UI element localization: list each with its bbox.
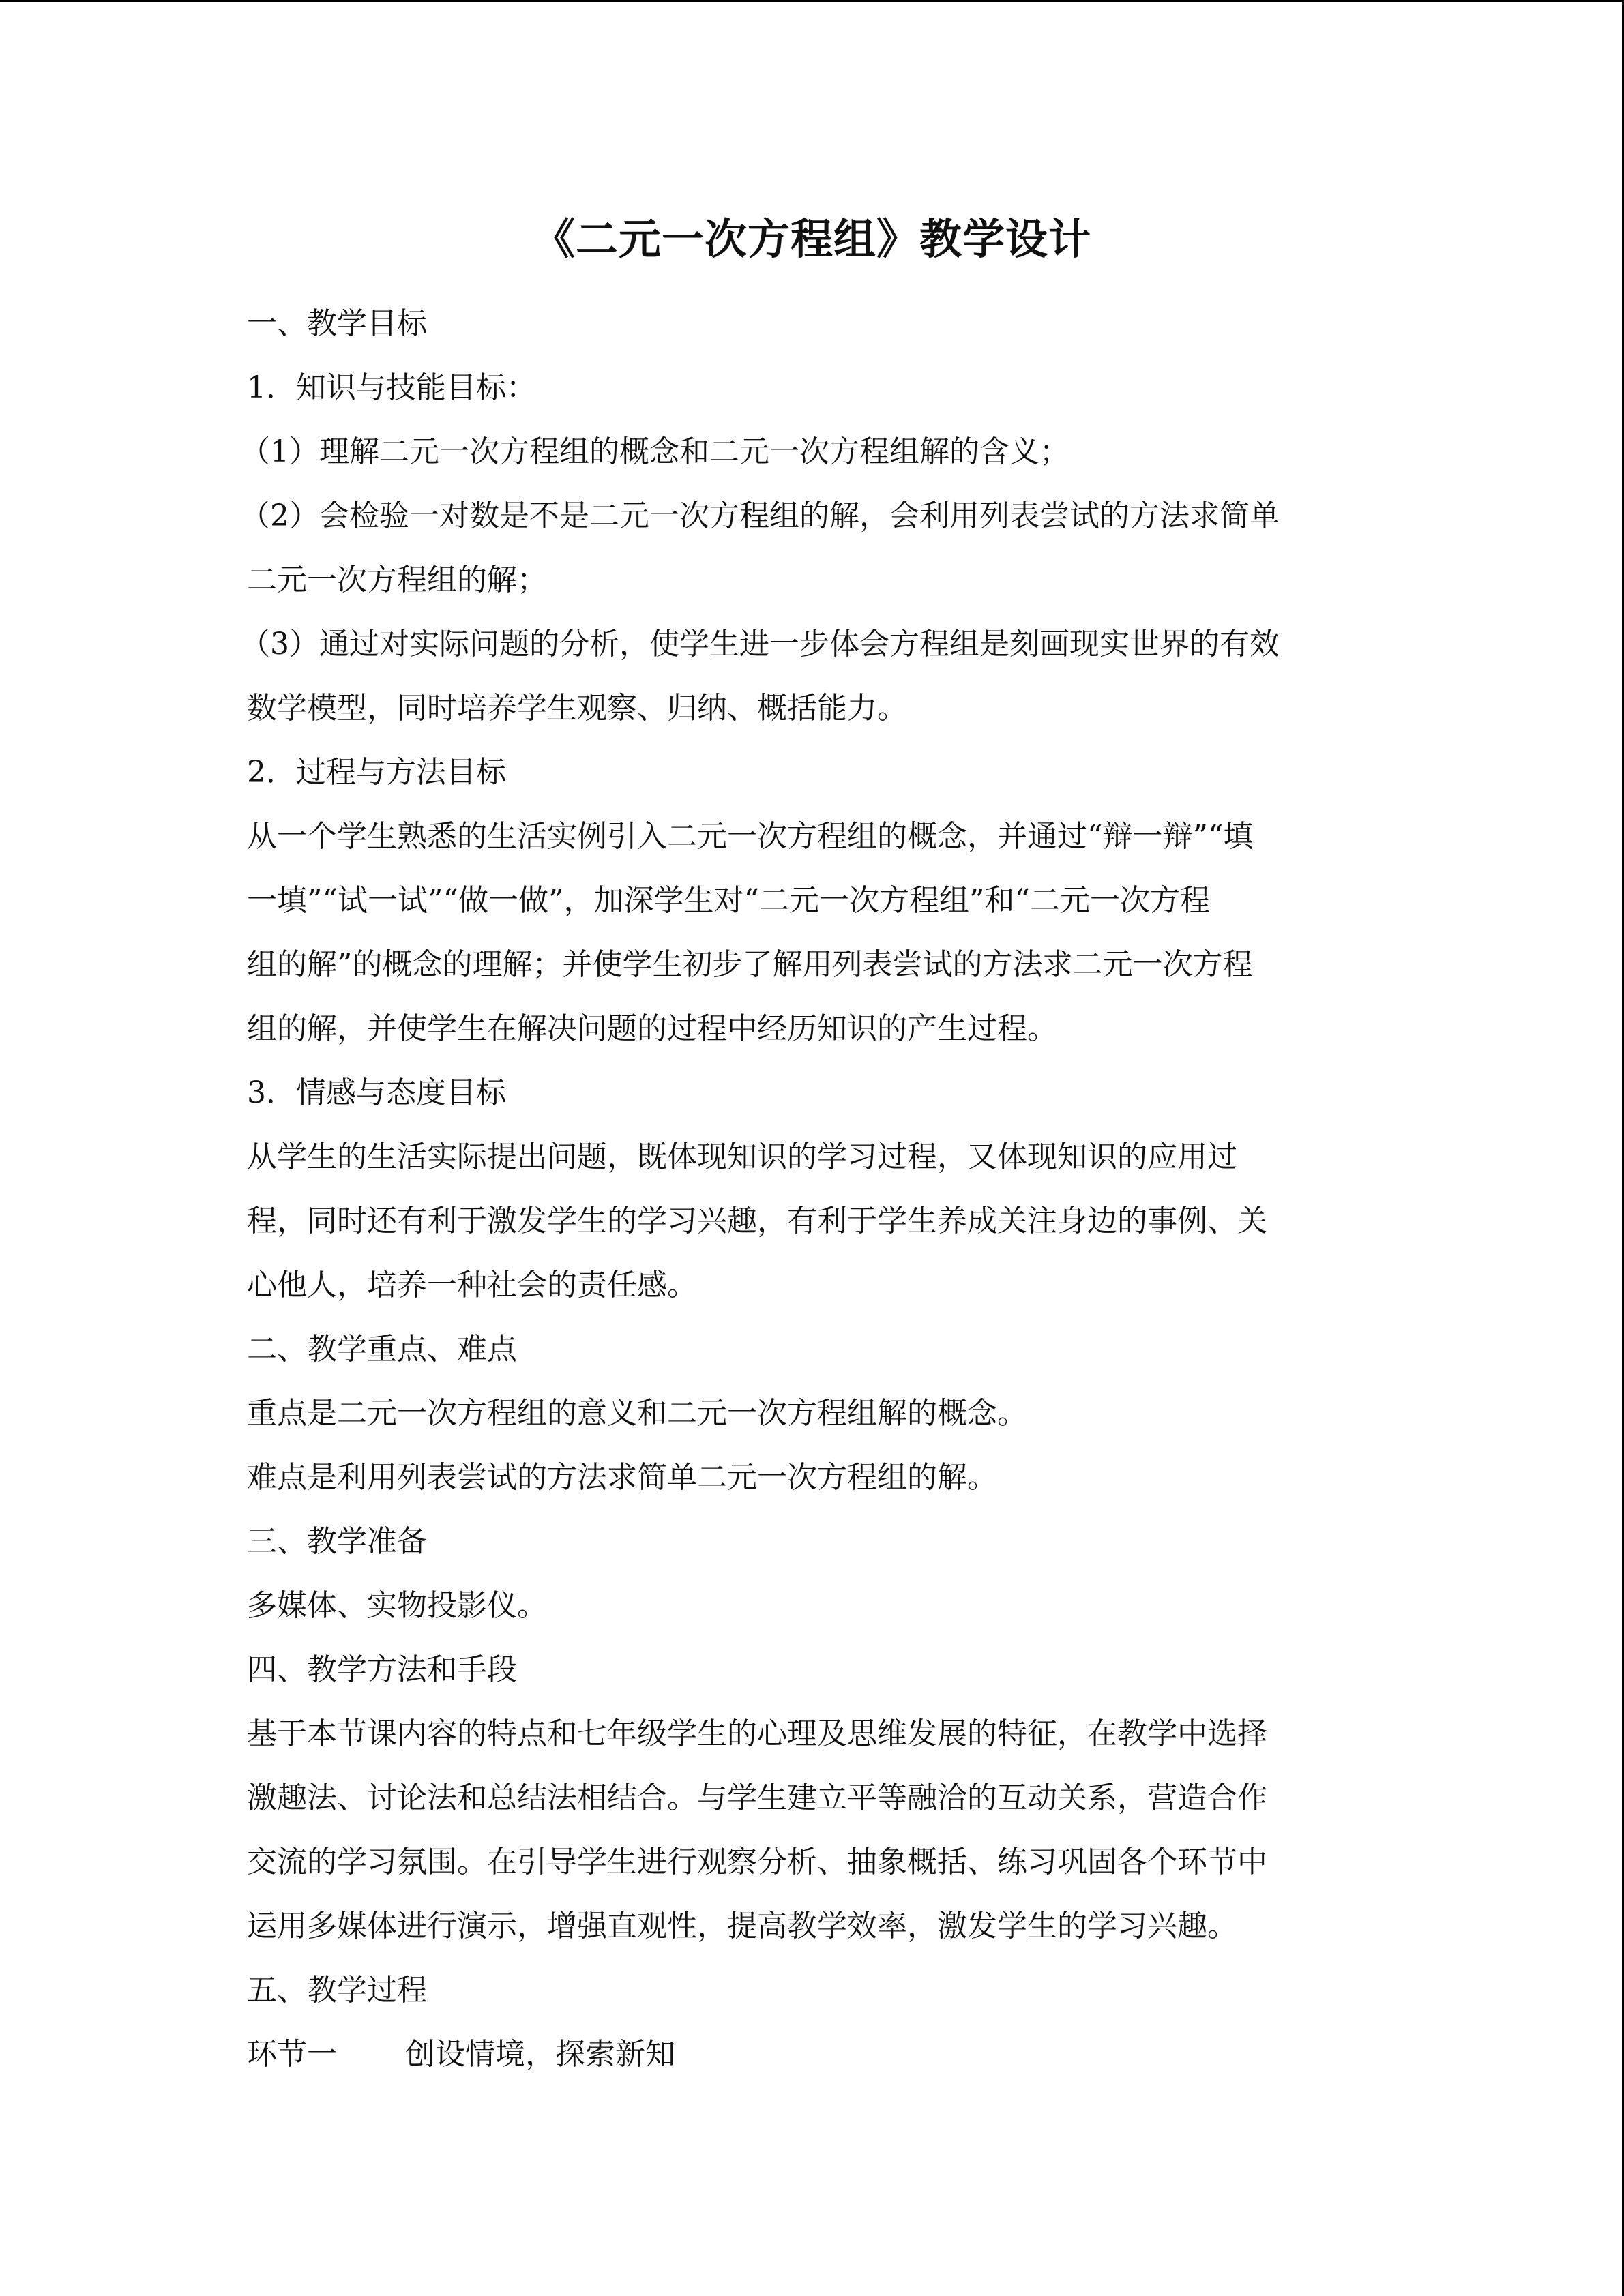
section-heading-methods: 四、教学方法和手段 bbox=[247, 1652, 517, 1687]
paragraph-line: 运用多媒体进行演示，增强直观性，提高教学效率，激发学生的学习兴趣。 bbox=[247, 1909, 1237, 1943]
objective-item-3: （3）通过对实际问题的分析，使学生进一步体会方程组是刻画现实世界的有效 bbox=[240, 627, 1280, 661]
paragraph-line: 多媒体、实物投影仪。 bbox=[247, 1588, 547, 1623]
objective-item-3-cont: 数学模型，同时培养学生观察、归纳、概括能力。 bbox=[247, 691, 907, 726]
paragraph-line: 基于本节课内容的特点和七年级学生的心理及思维发展的特征，在教学中选择 bbox=[247, 1716, 1267, 1751]
step-text: 创设情境，探索新知 bbox=[405, 2037, 675, 2072]
section-heading-preparation: 三、教学准备 bbox=[247, 1524, 427, 1559]
paragraph-line: 从一个学生熟悉的生活实例引入二元一次方程组的概念，并通过“辩一辩”“填 bbox=[247, 819, 1254, 854]
objective-item-2: （2）会检验一对数是不是二元一次方程组的解，会利用列表尝试的方法求简单 bbox=[240, 498, 1280, 533]
section-heading-process: 五、教学过程 bbox=[247, 1973, 427, 2008]
objective-item-2-cont: 二元一次方程组的解； bbox=[247, 563, 547, 597]
document-body bbox=[240, 292, 1379, 2087]
paragraph-line: 组的解”的概念的理解；并使学生初步了解用列表尝试的方法求二元一次方程 bbox=[247, 947, 1253, 982]
process-step-line bbox=[247, 2023, 1379, 2087]
paragraph-line: 难点是利用列表尝试的方法求简单二元一次方程组的解。 bbox=[247, 1460, 997, 1495]
paragraph-line: 一填”“试一试”“做一做”，加深学生对“二元一次方程组”和“二元一次方程 bbox=[247, 883, 1210, 918]
section-heading-objectives: 一、教学目标 bbox=[247, 306, 427, 341]
subheading-emotion-attitude: 3．情感与态度目标 bbox=[247, 1075, 506, 1110]
step-label: 环节一 bbox=[247, 2037, 337, 2072]
subheading-process-method: 2．过程与方法目标 bbox=[247, 755, 506, 790]
paragraph-line: 程，同时还有利于激发学生的学习兴趣，有利于学生养成关注身边的事例、关 bbox=[247, 1204, 1267, 1238]
paragraph-line: 重点是二元一次方程组的意义和二元一次方程组解的概念。 bbox=[247, 1396, 1027, 1431]
paragraph-line: 组的解，并使学生在解决问题的过程中经历知识的产生过程。 bbox=[247, 1011, 1057, 1046]
paragraph-line: 从学生的生活实际提出问题，既体现知识的学习过程，又体现知识的应用过 bbox=[247, 1139, 1237, 1174]
section-heading-key-points: 二、教学重点、难点 bbox=[247, 1332, 517, 1367]
paragraph-line: 交流的学习氛围。在引导学生进行观察分析、抽象概括、练习巩固各个环节中 bbox=[247, 1845, 1267, 1879]
paragraph-line: 激趣法、讨论法和总结法相结合。与学生建立平等融洽的互动关系，营造合作 bbox=[247, 1780, 1267, 1815]
subheading-knowledge-skills: 1．知识与技能目标： bbox=[247, 370, 536, 405]
document-title: 《二元一次方程组》教学设计 bbox=[532, 214, 1091, 264]
objective-item-1: （1）理解二元一次方程组的概念和二元一次方程组解的含义； bbox=[240, 434, 1069, 469]
paragraph-line: 心他人，培养一种社会的责任感。 bbox=[247, 1268, 697, 1302]
